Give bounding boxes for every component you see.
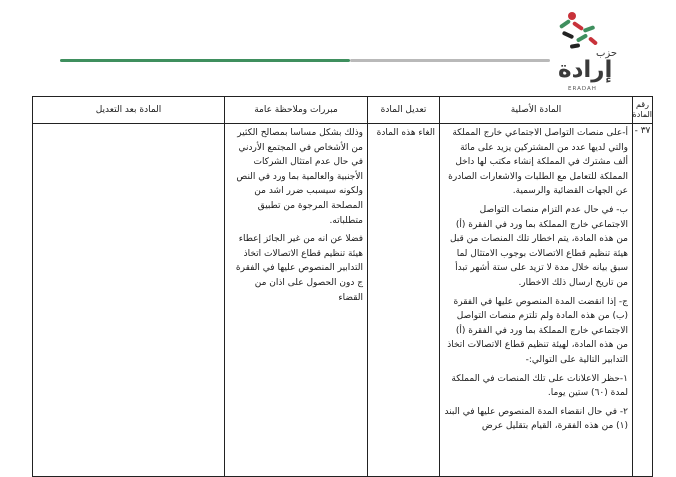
justification-paragraph-2: فضلا عن انه من غير الجائز إعطاء هيئة تنظيم قطاع الاتصالات اتخاذ التدابير المنصوص عليها في الفقرة ج دون الحصول على اذان من القضاء	[235, 234, 363, 303]
amendment-table	[32, 96, 653, 477]
header-article-edit: تعديل المادة	[368, 97, 440, 124]
original-paragraph-c: ج- إذا انقضت المدة المنصوص عليها في الفقرة (ب) من هذه المادة ولم تلتزم منصات التواصل الاجتماعي خارج المملكة بما ورد في الفقرة (أ) من هذه المادة، لهيئة تنظيم قطاع الاتصالات اتخاذ التدابير التالية على التوالي:-	[447, 296, 628, 365]
header-original-article: المادة الأصلية	[440, 97, 633, 124]
logo-name-text: إرادة	[558, 57, 613, 83]
original-paragraph-a: أ-على منصات التواصل الاجتماعي خارج المملكة والتي لديها عدد من المشتركين يزيد على مائة ألف مشترك في المملكة إنشاء مكتب لها داخل المملكة للتعامل مع الطلبات والاشعارات الصادرة عن الجهات القضائية والرسمية.	[448, 128, 628, 197]
logo-english-text: ERADAH	[568, 86, 597, 92]
cell-article-edit	[368, 124, 440, 477]
cell-article-number	[633, 124, 653, 477]
cell-justification	[225, 124, 368, 477]
header-justification: مبررات وملاحظة عامة	[225, 97, 368, 124]
table-row	[33, 124, 653, 477]
article-number: ٣٧ -	[634, 126, 651, 136]
header-article-after-edit: المادة بعد التعديل	[33, 97, 225, 124]
party-logo	[548, 8, 648, 90]
header-rule-grey	[350, 59, 550, 62]
header-rule-green	[60, 59, 350, 62]
edit-text: الغاء هذه المادة	[376, 128, 435, 138]
after-edit-text	[33, 124, 224, 128]
header-article-number: رقم المادة	[633, 97, 653, 124]
justification-paragraph-1: وذلك بشكل مساسا بمصالح الكثير من الأشخاص في المجتمع الأردني في حال عدم امتثال الشركات الأجنبية والعالمية بما ورد في النص ولكونه سيسبب ضرر اشد من المصلحة المرجوة من تطبيق متطلباته.	[236, 128, 363, 226]
original-paragraph-b: ب- في حال عدم التزام منصات التواصل الاجتماعي خارج المملكة بما ورد في الفقرة (أ) من هذه المادة، يتم اخطار تلك المنصات من قبل هيئة تنظيم قطاع الاتصالات بوجوب الامتثال لما سبق بيانه خلال مدة لا تزيد على ستة أشهر تبدأ من تاريخ ارسال ذلك الاخطار.	[449, 204, 628, 288]
original-item-2: ٢- في حال انقضاء المدة المنصوص عليها في البند (١) من هذه الفقرة، القيام بتقليل عرض	[444, 406, 628, 432]
logo-hizb-text: حزب	[596, 48, 618, 59]
table-header-row	[33, 97, 653, 124]
original-item-1: ١-حظر الاعلانات على تلك المنصات في المملكة لمدة (٦٠) ستين يوما.	[451, 373, 628, 399]
logo-mark-icon	[556, 8, 604, 52]
cell-original-article	[440, 124, 633, 477]
cell-article-after-edit	[33, 124, 225, 477]
